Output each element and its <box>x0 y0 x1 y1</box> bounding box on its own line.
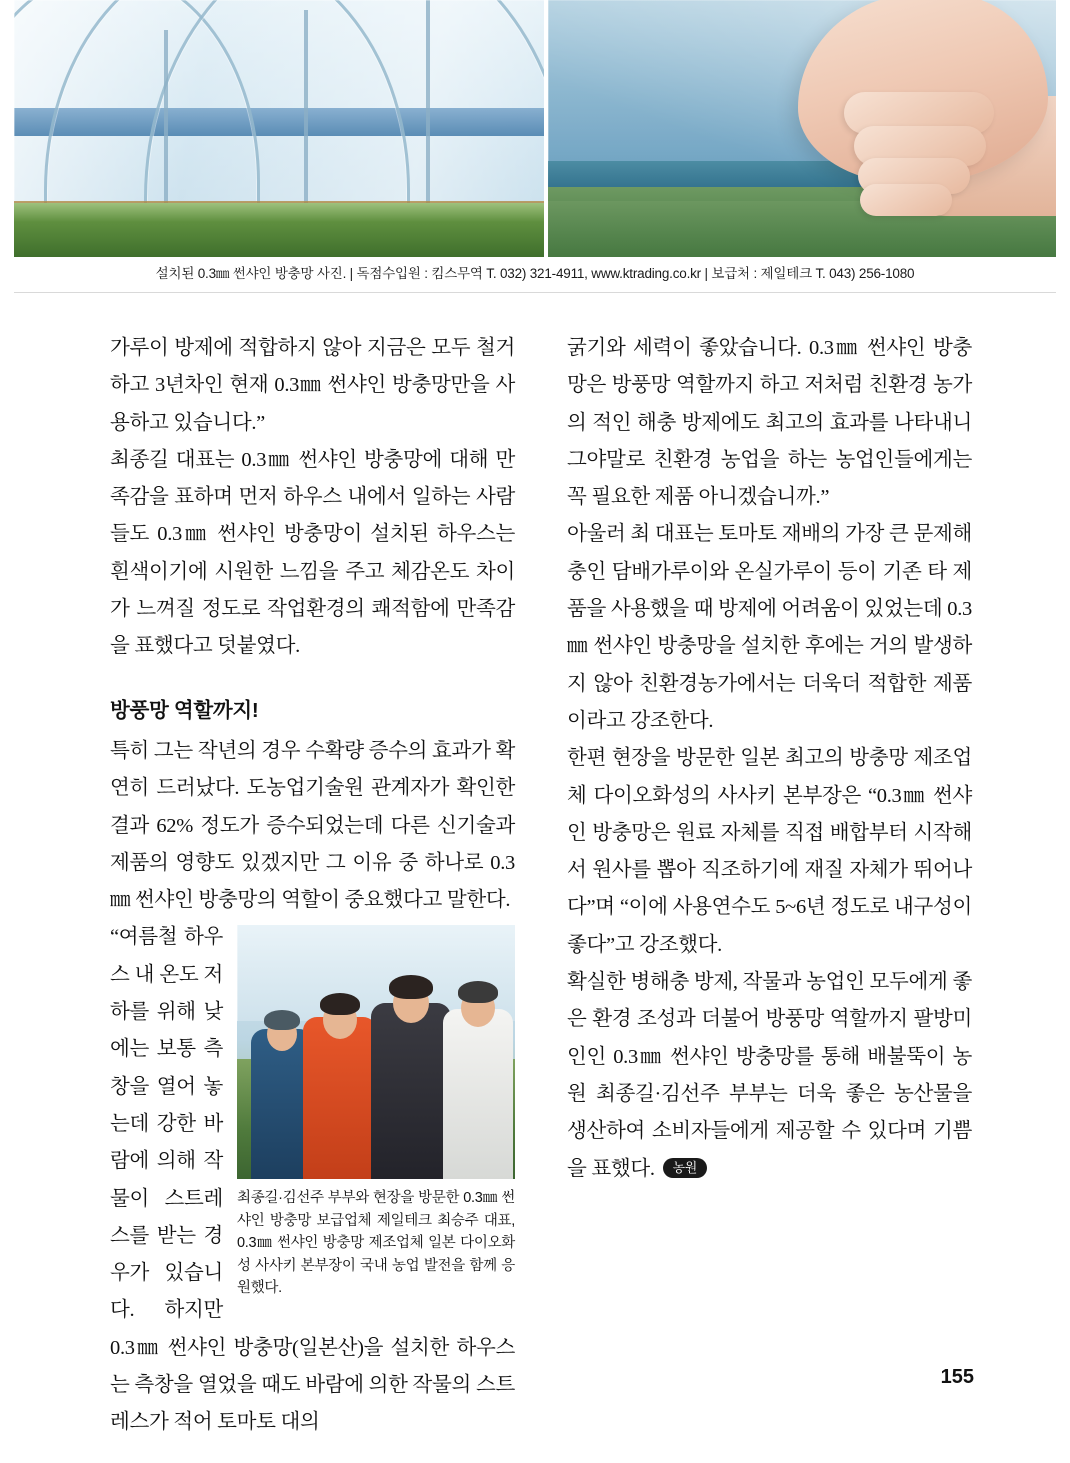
hand-holding-net-photo <box>548 0 1056 257</box>
article-body <box>110 330 972 1442</box>
paragraph: 최종길 대표는 0.3㎜ 썬샤인 방충망에 대해 만족감을 표하며 먼저 하우스 내에서 일하는 사람들도 0.3㎜ 썬샤인 방충망이 설치된 하우스는 흰색이기에 시원한 느낌을 주고 체감온도 차이가 느껴질 정도로 작업환경의 쾌적함에 만족감을 표했다고 덧붙였다. <box>110 448 515 658</box>
paragraph: 아울러 최 대표는 토마토 재배의 가장 큰 문제해충인 담배가루이와 온실가루이 등이 기존 타 제품을 사용했을 때 방제에 어려움이 있었는데 0.3㎜ 썬샤인 방충망을 설치한 후에는 거의 발생하지 않아 친환경농가에서는 더욱더 적합한 제품이라고 강조한다. <box>567 523 972 732</box>
group-photo <box>237 925 515 1179</box>
caption-divider <box>14 292 1056 293</box>
top-photo-strip <box>14 0 1056 257</box>
paragraph-text: 확실한 병해충 방제, 작물과 농업인 모두에게 좋은 환경 조성과 더불어 방풍망 역할까지 팔방미인인 0.3㎜ 썬샤인 방충망를 통해 배불뚝이 농원 최종길·김선주 부부는 더욱 좋은 농산물을 생산하여 소비자들에게 제공할 수 있다며 기쁨을 표했다. <box>567 971 972 1180</box>
right-column <box>567 330 972 1442</box>
photo-bottom-rule <box>14 257 1056 258</box>
person-hair <box>389 975 433 999</box>
paragraph: 특히 그는 작년의 경우 수확량 증수의 효과가 확연히 드러났다. 도농업기술원 관계자가 확인한 결과 62% 정도가 증수되었는데 다른 신기술과 제품의 영향도 있겠지만 그 이유 중 하나로 0.3㎜ 썬샤인 방충망의 역할이 중요했다고 말한다. <box>110 739 515 912</box>
person-hair <box>458 981 498 1003</box>
left-column <box>110 330 515 1442</box>
paragraph: 한편 현장을 방문한 일본 최고의 방충망 제조업체 다이오화성의 사사키 본부장은 “0.3㎜ 썬샤인 방충망은 원료 자체를 직접 배합부터 시작해서 원사를 뽑아 직조하기에 재질 자체가 뛰어나다”며 “이에 사용연수도 5~6년 정도로 내구성이 좋다”고 강조했다. <box>567 747 972 956</box>
person-hair <box>320 993 360 1015</box>
inline-figure <box>237 925 515 1299</box>
person-figure <box>443 1009 513 1179</box>
person-figure <box>303 1017 377 1179</box>
photo-credit-caption: 설치된 0.3㎜ 썬샤인 방충망 사진. | 독점수입원 : 킴스무역 T. 032) 321-4911, www.ktrading.co.kr | 보급처 : 제일테크 T. 043) 256-1080 <box>155 266 915 281</box>
person-figure <box>371 1003 451 1179</box>
section-subheading: 방풍망 역할까지! <box>110 698 259 722</box>
greenhouse-floor <box>14 203 544 257</box>
person-cap <box>264 1010 300 1030</box>
greenhouse-interior-photo <box>14 0 544 257</box>
brand-tag: 농원 <box>663 1158 707 1178</box>
paragraph: “여름철 하우스 내 온도 저하를 위해 낮에는 보통 측창을 열어 놓는데 강한 바람에 의해 작물이 스트레스를 받는 경우가 있습니다. 하지만 0.3㎜ 썬샤인 방충망(일본산)을 설치한 하우스는 측창을 열었을 때도 바람에 의한 작물의 스트레스가 적어 토마토 대의 <box>110 926 515 1434</box>
paragraph: 굵기와 세력이 좋았습니다. 0.3㎜ 썬샤인 방충망은 방풍망 역할까지 하고 저처럼 친환경 농가의 적인 해충 방제에도 최고의 효과를 나타내니 그야말로 친환경 농업을 하는 농업인들에게는 꼭 필요한 제품 아니겠습니까.” <box>567 337 972 509</box>
paragraph-final <box>567 964 972 1188</box>
page-number: 155 <box>940 1366 974 1388</box>
paragraph: 가루이 방제에 적합하지 않아 지금은 모두 철거하고 3년차인 현재 0.3㎜ 썬샤인 방충망만을 사용하고 있습니다.” <box>110 337 515 434</box>
finger <box>860 184 952 216</box>
figure-caption: 최종길·김선주 부부와 현장을 방문한 0.3㎜ 썬샤인 방충망 보급업체 제일테크 최승주 대표, 0.3㎜ 썬샤인 방충망 제조업체 일본 다이오화성 사사키 본부장이 국내 농업 발전을 함께 응원했다. <box>237 1190 515 1297</box>
